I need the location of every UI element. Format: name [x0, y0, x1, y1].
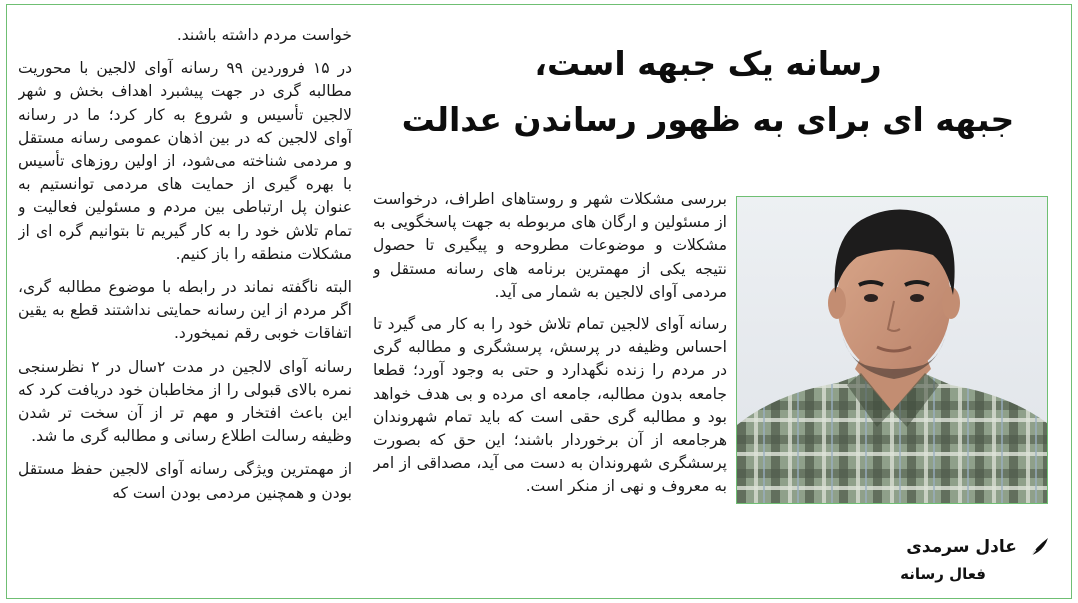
middle-paragraph-1: بررسی مشکلات شهر و روستاهای اطراف، درخواست از مسئولین و ارگان های مربوطه به جهت پاسخگویی به مشکلات و موضوعات مطروحه و پیگیری تا حصول نتیجه یکی از مهمترین برنامه های رسانه مستقل و مردمی آوای لالجین به شمار می آید.	[373, 190, 727, 301]
author-photo	[736, 196, 1048, 504]
left-paragraph-2: در ۱۵ فروردین ۹۹ رسانه آوای لالجین با محوریت مطالبه گری در جهت پیشبرد اهداف بخش و شهر لالجین تأسیس و شروع به کار کرد؛ ما در رسانه آوای لالجین که در بین اذهان عمومی رسانه مستقل و مردمی شناخته می‌شود، از اولین روزهای تأسیس با بهره گیری از حمایت های مردمی توانستیم به عنوان پل ارتباطی بین مردم و مسئولین فعالیت و تمام تلاش خود را به کار گیریم تا بتوانیم گره ای از مشکلات منطقه را باز کنیم.	[18, 59, 352, 263]
author-role: فعال رسانه	[900, 564, 986, 583]
left-paragraph-1: خواست مردم داشته باشند.	[176, 26, 352, 44]
left-paragraph-4: رسانه آوای لالجین در مدت ۲سال در ۲ نظرسنجی نمره بالای قبولی را از مخاطبان خود دریافت کرد که این باعث افتخار و مهم تر از آن سخت تر شدن وظیفه رسالت اطلاع رسانی و مطالبه گری ما شد.	[18, 357, 352, 446]
headline-line-2: جبهه ای برای به ظهور رساندن عدالت	[401, 100, 1015, 139]
left-paragraph-3: البته ناگفته نماند در رابطه با موضوع مطالبه گری، اگر مردم از این رسانه حمایتی نداشتند قطع به یقین اتفاقات خوبی رقم نمیخورد.	[18, 278, 352, 343]
middle-paragraph-2: رسانه آوای لالجین تمام تلاش خود را به کار می گیرد تا احساس وظیفه در پرسش، پرسشگری و مطالبه گری در مردم را زنده نگهدارد و حتی به وجود آورد؛ قطعا جامعه بدون مطالبه، جامعه ای مرده و بی هدف خواهد بود و مطالبه گری حقی است که باید تمام شهروندان هرجامعه از آن برخوردار باشند؛ این حق که بصورت پرسشگری شهروندان به دست می آید، مصداقی از امر به معروف و نهی از منکر است.	[373, 315, 727, 496]
headline-line-1: رسانه یک جبهه است،	[534, 44, 882, 83]
author-byline	[880, 534, 1052, 587]
left-paragraph-5: از مهمترین ویژگی رسانه آوای لالجین حفظ مستقل بودن و همچنین مردمی بودن است که	[18, 460, 352, 502]
headline	[372, 36, 1044, 148]
author-name: عادل سرمدی	[906, 537, 1017, 557]
middle-article-column	[373, 188, 727, 603]
quill-pen-icon	[1026, 535, 1052, 561]
left-article-column	[18, 24, 352, 603]
